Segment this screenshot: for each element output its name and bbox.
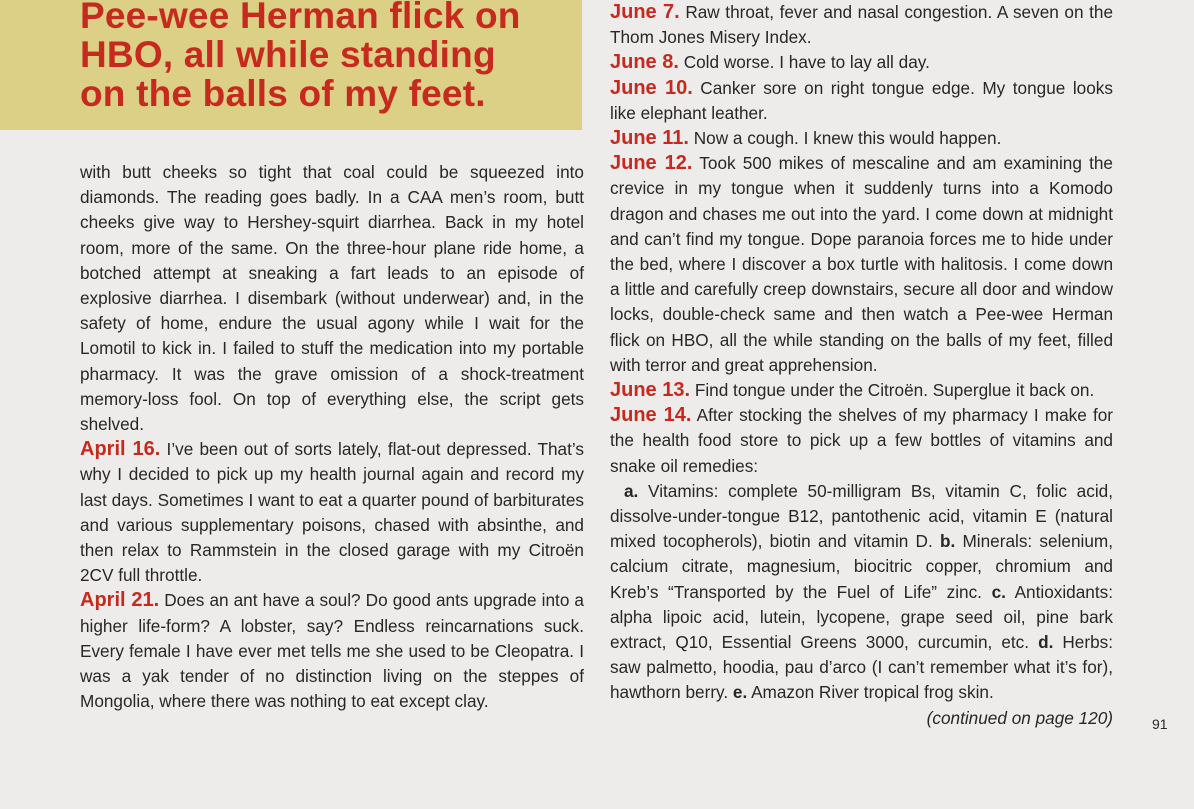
- list-marker-e: e.: [732, 682, 748, 703]
- journal-entry: [80, 437, 584, 588]
- list-marker-c: c.: [991, 581, 1006, 602]
- journal-entry: [80, 588, 584, 714]
- entry-date: June 8.: [610, 51, 679, 74]
- entry-date: April 21.: [80, 589, 160, 612]
- entry-date: June 10.: [610, 76, 693, 99]
- journal-entry: [610, 76, 1113, 126]
- entry-text: Canker sore on right tongue edge. My tongue looks like elephant leather.: [610, 77, 1113, 123]
- right-column: [610, 0, 1113, 731]
- entry-date: April 16.: [80, 438, 161, 461]
- list-item-frog-skin: Amazon River tropical frog skin.: [751, 682, 994, 703]
- entry-date: June 14.: [610, 404, 692, 427]
- page-number: 91: [1152, 716, 1168, 732]
- entry-date: June 13.: [610, 379, 691, 402]
- pull-quote-line-3: on the balls of my feet.: [80, 73, 486, 114]
- pull-quote-box: [0, 0, 582, 130]
- pull-quote-line-2: HBO, all while standing: [80, 34, 496, 75]
- entry-date: June 12.: [610, 152, 693, 175]
- entry-text: Now a cough. I knew this would happen.: [693, 128, 1002, 149]
- journal-entry: [610, 151, 1113, 378]
- journal-entry: [610, 0, 1113, 50]
- entry-text: Raw throat, fever and nasal congestion. A seven on the Thom Jones Misery Index.: [610, 2, 1114, 48]
- journal-entry: [610, 378, 1113, 403]
- entry-date: June 7.: [610, 1, 680, 23]
- left-column: [80, 160, 584, 714]
- list-item-herbs: Herbs: saw palmetto, hoodia, pau d’arco (I can’t remember what it’s for), hawthorn berry.: [610, 632, 1114, 703]
- list-marker-b: b.: [939, 531, 956, 552]
- continued-note: (continued on page 120): [926, 707, 1113, 728]
- list-item-antioxidants: Antioxidants: alpha lipoic acid, lutein, lycopene, grape seed oil, pine bark extract, Q10, Essential Greens 3000, curcumin, etc.: [610, 581, 1113, 653]
- left-intro-paragraph: with butt cheeks so tight that coal could be squeezed into diamonds. The reading goes badly. In a CAA men’s room, butt cheeks give way to Hershey-squirt diarrhea. Back in my hotel room, more of the same. On the three-hour plane ride home, a botched attempt at sneaking a fart leads to an episode of explosive diarrhea. I disembark (without underwear) and, in the safety of home, endure the usual agony while I wait for the Lomotil to kick in. I failed to stuff the medication into my portable pharmacy. It was the grave omission of a shock-treatment memory-loss fool. On top of everything else, the script gets shelved.: [80, 162, 584, 435]
- entry-text: I’ve been out of sorts lately, flat-out depressed. That’s why I decided to pick up my health journal again and record my last days. Sometimes I want to eat a quarter pound of barbiturates and various supplementary poisons, chased with absinthe, and then relax to Rammstein in the closed garage with my Citroën 2CV full throttle.: [80, 439, 584, 586]
- journal-entry: [610, 50, 1113, 75]
- supplement-list: [610, 479, 1114, 728]
- journal-entry: [610, 126, 1113, 151]
- entry-text: After stocking the shelves of my pharmacy I make for the health food store to pick up a few bottles of vitamins and snake oil remedies:: [610, 405, 1114, 476]
- entry-text: Find tongue under the Citroën. Superglue it back on.: [694, 380, 1095, 401]
- entry-text: Cold worse. I have to lay all day.: [683, 52, 930, 73]
- entry-text: Took 500 mikes of mescaline and am examining the crevice in my tongue when it suddenly turns into a Komodo dragon and chases me out into the yard. I come down at midnight and can’t find my tongue. Dope paranoia forces me to hide under the bed, where I discover a box turtle with halitosis. I come down a little and carefully creep downstairs, secure all door and window locks, double-check same and then watch a Pee-wee Herman flick on HBO, all the while standing on the balls of my feet, filled with terror and great apprehension.: [610, 153, 1113, 375]
- pull-quote-line-1: Pee-wee Herman flick on: [80, 0, 521, 36]
- journal-entry: [610, 403, 1113, 479]
- pull-quote: [80, 0, 580, 113]
- list-item-minerals: Minerals: selenium, calcium citrate, magnesium, biocitric copper, chromium and Kreb’s “Transported by the Fuel of Life” zinc.: [610, 531, 1113, 602]
- list-item-vitamins: Vitamins: complete 50-milligram Bs, vitamin C, folic acid, dissolve-under-tongue B12, pantothenic acid, vitamin E (natural mixed tocopherols), biotin and vitamin D.: [610, 480, 1113, 552]
- entry-text: Does an ant have a soul? Do good ants upgrade into a higher life-form? A lobster, say? Endless reincarnations suck. Every female I have ever met tells me she used to be Cleopatra. I was a yak tender of no distinction living on the steppes of Mongolia, where there was nothing to eat except clay.: [80, 590, 584, 712]
- list-marker-a: a.: [624, 480, 639, 501]
- entry-date: June 11.: [610, 127, 689, 150]
- list-marker-d: d.: [1038, 632, 1054, 653]
